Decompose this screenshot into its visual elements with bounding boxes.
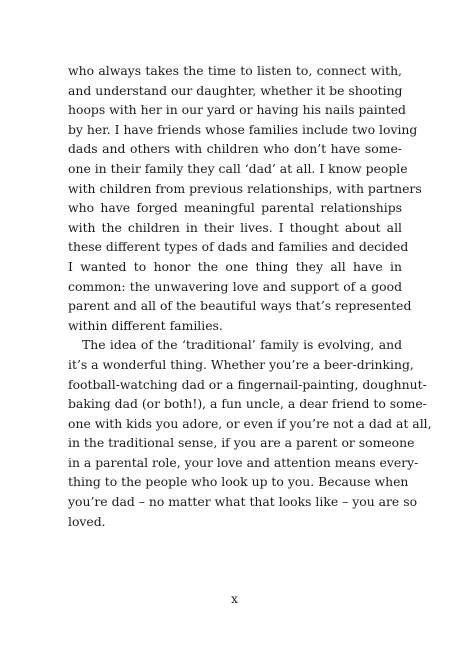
text-line: in the traditional sense, if you are a parent or someone xyxy=(68,435,415,451)
body-text xyxy=(68,61,432,531)
text-line: with children from previous relationships, with partners xyxy=(68,180,422,196)
text-line: it’s a wonderful thing. Whether you’re a beer-drinking, xyxy=(68,356,414,372)
text-line: football-watching dad or a fingernail-painting, doughnut- xyxy=(68,376,427,392)
text-line: with the children in their lives. I thought about all xyxy=(68,219,402,235)
text-line: you’re dad – no matter what that looks like – you are so xyxy=(68,494,418,510)
text-line: parent and all of the beautiful ways that’s represented xyxy=(68,298,412,314)
text-line: by her. I have friends whose families include two loving xyxy=(68,121,418,137)
text-line: and understand our daughter, whether it be shooting xyxy=(68,82,403,98)
text-line: within different families. xyxy=(68,317,223,333)
text-line: thing to the people who look up to you. Because when xyxy=(68,474,409,490)
text-line: baking dad (or both!), a fun uncle, a dear friend to some- xyxy=(68,396,427,412)
text-line: loved. xyxy=(68,513,106,529)
text-line: in a parental role, your love and attention means every- xyxy=(68,454,419,470)
text-line: who have forged meaningful parental relationships xyxy=(68,200,402,216)
text-line: The idea of the ‘traditional’ family is evolving, and xyxy=(82,337,402,353)
text-line: dads and others with children who don’t have some- xyxy=(68,141,402,157)
page-number: x xyxy=(231,592,238,606)
paragraph-2 xyxy=(68,335,432,531)
text-line: one with kids you adore, or even if you’re not a dad at all, xyxy=(68,415,432,431)
text-line: these different types of dads and families and decided xyxy=(68,239,409,255)
text-line: common: the unwavering love and support of a good xyxy=(68,278,402,294)
text-line: one in their family they call ‘dad’ at all. I know people xyxy=(68,160,408,176)
paragraph-1 xyxy=(68,61,422,335)
text-line: I wanted to honor the one thing they all have in xyxy=(68,258,402,274)
text-line: hoops with her in our yard or having his nails painted xyxy=(68,102,406,118)
text-line: who always takes the time to listen to, connect with, xyxy=(68,63,402,78)
